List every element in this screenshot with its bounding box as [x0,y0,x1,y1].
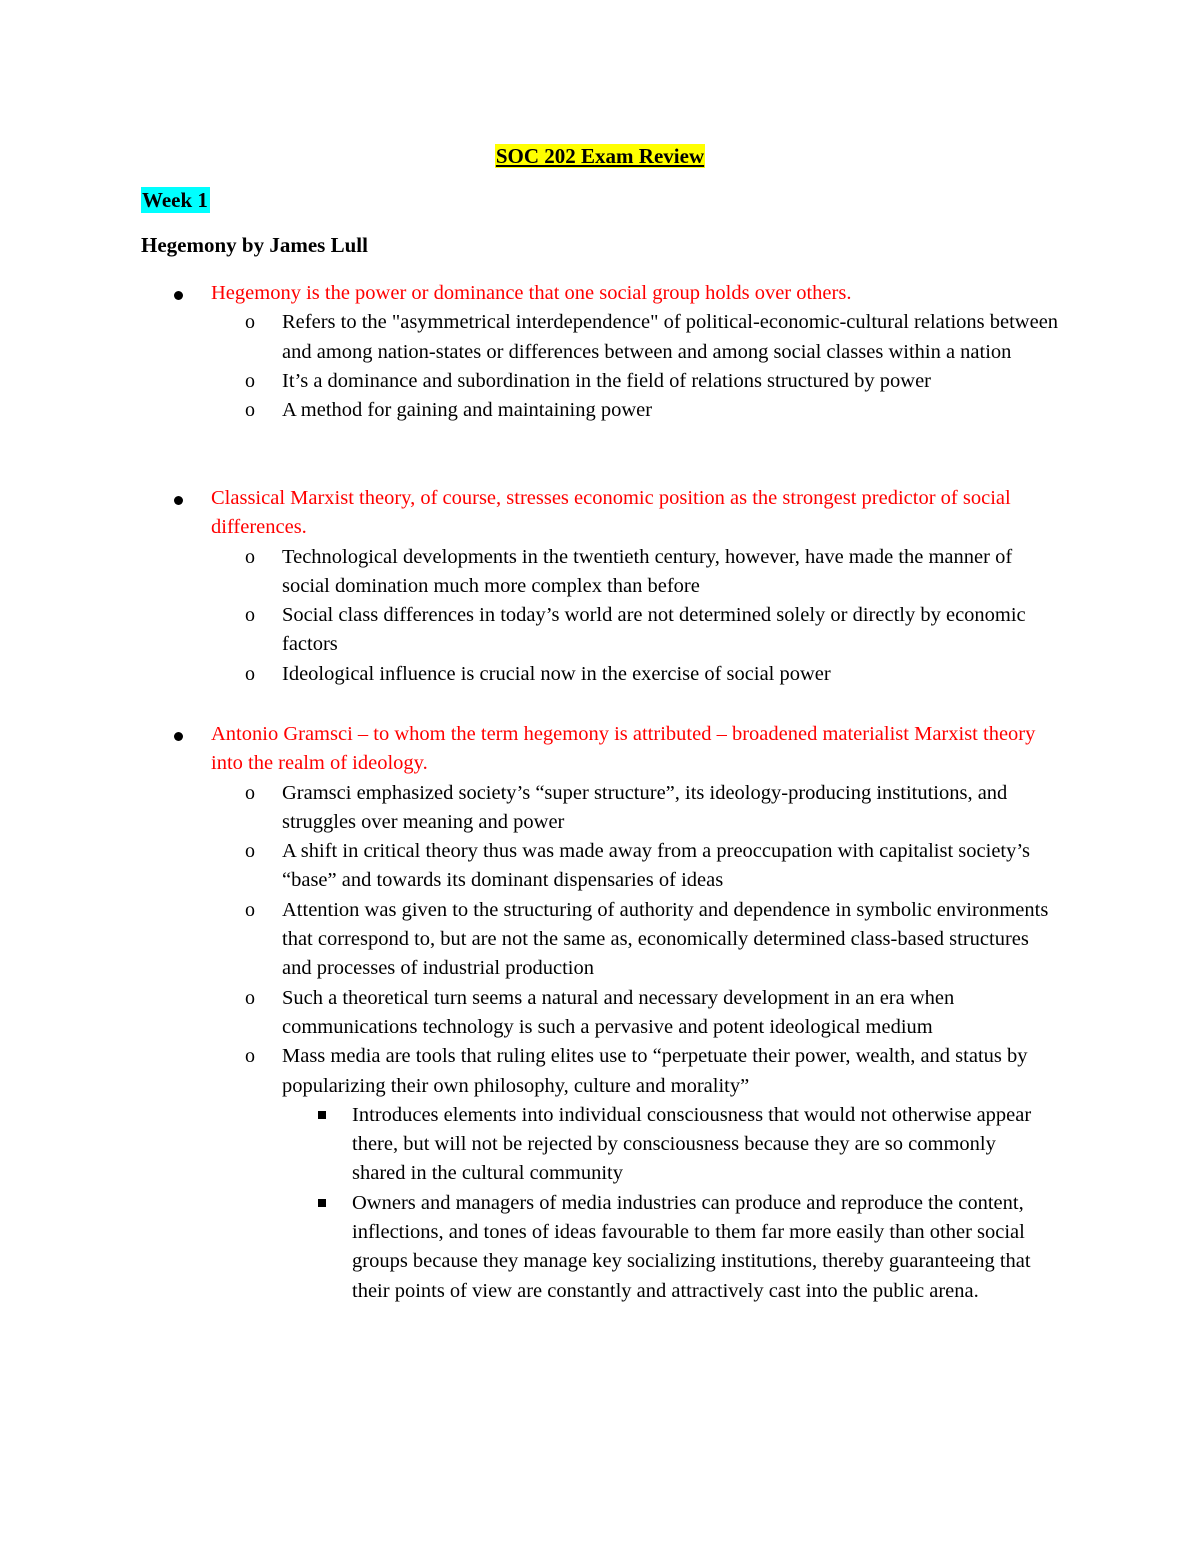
section-3 [0,720,1200,1306]
hollow-circle-bullet-icon: o [245,662,255,685]
filled-circle-bullet-icon [174,496,183,505]
sub-sub-point: Introduces elements into individual consciousness that would not otherwise appear there, but will not be rejected by consciousness because they are so commonly shared in the cultural community [0,1101,1052,1189]
section-1 [0,279,1200,425]
hollow-circle-bullet-icon: o [245,840,255,863]
hollow-circle-bullet-icon: o [245,545,255,568]
sub-point: o Ideological influence is crucial now in the exercise of social power [0,660,1062,689]
filled-circle-bullet-icon [174,291,183,300]
main-point: Antonio Gramsci – to whom the term hegemony is attributed – broadened materialist Marxist theory into the realm of ideology. [0,720,1061,779]
week-label [141,186,210,214]
section-2 [0,484,1200,689]
sub-point: o A method for gaining and maintaining power [0,396,1062,425]
hollow-circle-bullet-icon: o [245,1045,255,1068]
sub-point: o Such a theoretical turn seems a natural and necessary development in an era when communications technology is such a pervasive and potent ideological medium [0,984,1062,1043]
square-bullet-icon [318,1111,326,1119]
sub-point: o Social class differences in today’s world are not determined solely or directly by economic factors [0,601,1062,660]
main-point: Classical Marxist theory, of course, stresses economic position as the strongest predictor of social differences. [0,484,1061,543]
hollow-circle-bullet-icon: o [245,986,255,1009]
sub-point: o Mass media are tools that ruling elites use to “perpetuate their power, wealth, and status by popularizing their own philosophy, culture and morality” [0,1042,1062,1101]
filled-circle-bullet-icon [174,732,183,741]
sub-point: o Gramsci emphasized society’s “super structure”, its ideology-producing institutions, and struggles over meaning and power [0,779,1062,838]
sub-point: o Refers to the "asymmetrical interdependence" of political-economic-cultural relations between and among nation-states or differences between and among social classes within a nation [0,308,1062,367]
sub-sub-point: Owners and managers of media industries can produce and reproduce the content, inflections, and tones of ideas favourable to them far more easily than other social groups because they manage key socializing institutions, thereby guaranteeing that their points of view are constantly and attractively cast into the public arena. [0,1189,1052,1306]
week-label-text: Week 1 [142,188,208,212]
hollow-circle-bullet-icon: o [245,311,255,334]
hollow-circle-bullet-icon: o [245,898,255,921]
sub-point: o Technological developments in the twentieth century, however, have made the manner of social domination much more complex than before [0,543,1062,602]
document-title [0,141,1200,171]
sub-point: o A shift in critical theory thus was made away from a preoccupation with capitalist society’s “base” and towards its dominant dispensaries of ideas [0,837,1062,896]
section-heading: Hegemony by James Lull [141,233,368,257]
document-title-text: SOC 202 Exam Review [495,144,705,168]
hollow-circle-bullet-icon: o [245,781,255,804]
hollow-circle-bullet-icon: o [245,399,255,422]
hollow-circle-bullet-icon: o [245,369,255,392]
sub-point: o It’s a dominance and subordination in the field of relations structured by power [0,367,1062,396]
hollow-circle-bullet-icon: o [245,604,255,627]
sub-point: o Attention was given to the structuring of authority and dependence in symbolic environments that correspond to, but are not the same as, economically determined class-based structures and processes of industrial production [0,896,1062,984]
square-bullet-icon [318,1199,326,1207]
main-point: Hegemony is the power or dominance that one social group holds over others. [0,279,1061,308]
